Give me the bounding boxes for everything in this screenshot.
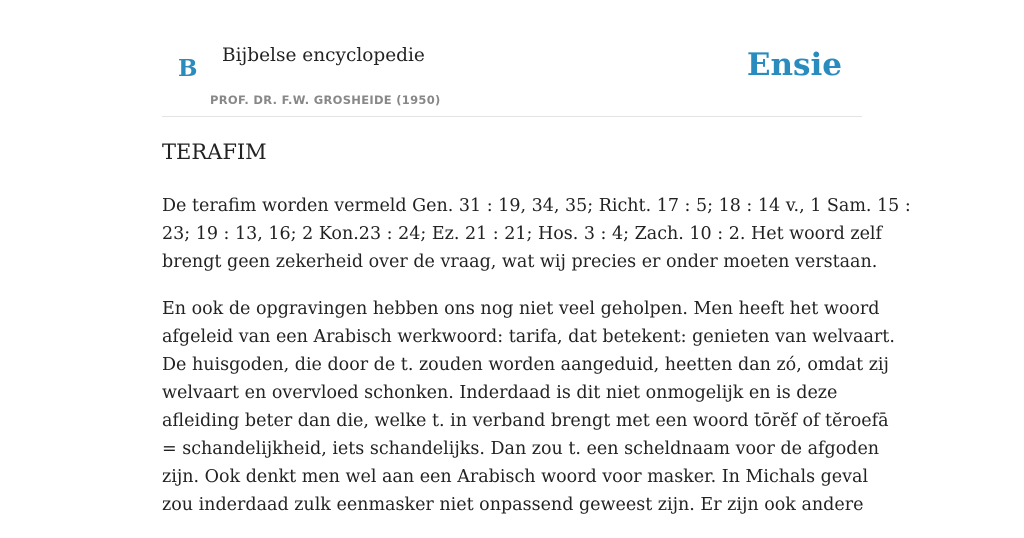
ensie-logo[interactable]: Ensie [746,47,842,83]
paragraph [162,192,911,276]
text-line: 23; 19 : 13, 16; 2 Kon.23 : 24; Ez. 21 : 21; Hos. 3 : 4; Zach. 10 : 2. Het woord zelf [162,224,882,244]
book-author: PROF. DR. F.W. GROSHEIDE (1950) [210,93,441,107]
text-line: afleiding beter dan die, welke t. in verband brengt met een woord tōrĕf of tĕroefā [162,411,889,431]
text-line: zou inderdaad zulk eenmasker niet onpassend geweest zijn. Er zijn ook andere [162,495,864,515]
text-line: brengt geen zekerheid over de vraag, wat wij precies er onder moeten verstaan. [162,252,878,272]
text-line: De terafim worden vermeld Gen. 31 : 19, 34, 35; Richt. 17 : 5; 18 : 14 v., 1 Sam. 15 : [162,196,911,216]
text-line: = schandelijkheid, iets schandelijks. Dan zou t. een scheldnaam voor de afgoden [162,439,880,459]
text-line: En ook de opgravingen hebben ons nog niet veel geholpen. Men heeft het woord [162,299,880,319]
text-line: welvaart en overvloed schonken. Inderdaad is dit niet onmogelijk en is deze [162,383,838,403]
book-title[interactable]: Bijbelse encyclopedie [222,45,425,66]
entry-header [162,0,862,117]
text-line: De huisgoden, die door de t. zouden worden aangeduid, heetten dan zó, omdat zij [162,355,889,375]
page-container [162,0,911,515]
book-logo[interactable]: B [178,55,198,82]
text-line: afgeleid van een Arabisch werkwoord: tarifa, dat betekent: genieten van welvaart. [162,327,895,347]
entry-body [162,192,911,538]
entry-title: TERAFIM [162,140,267,164]
text-line: zijn. Ook denkt men wel aan een Arabisch woord voor masker. In Michals geval [162,467,869,487]
paragraph [162,295,895,519]
